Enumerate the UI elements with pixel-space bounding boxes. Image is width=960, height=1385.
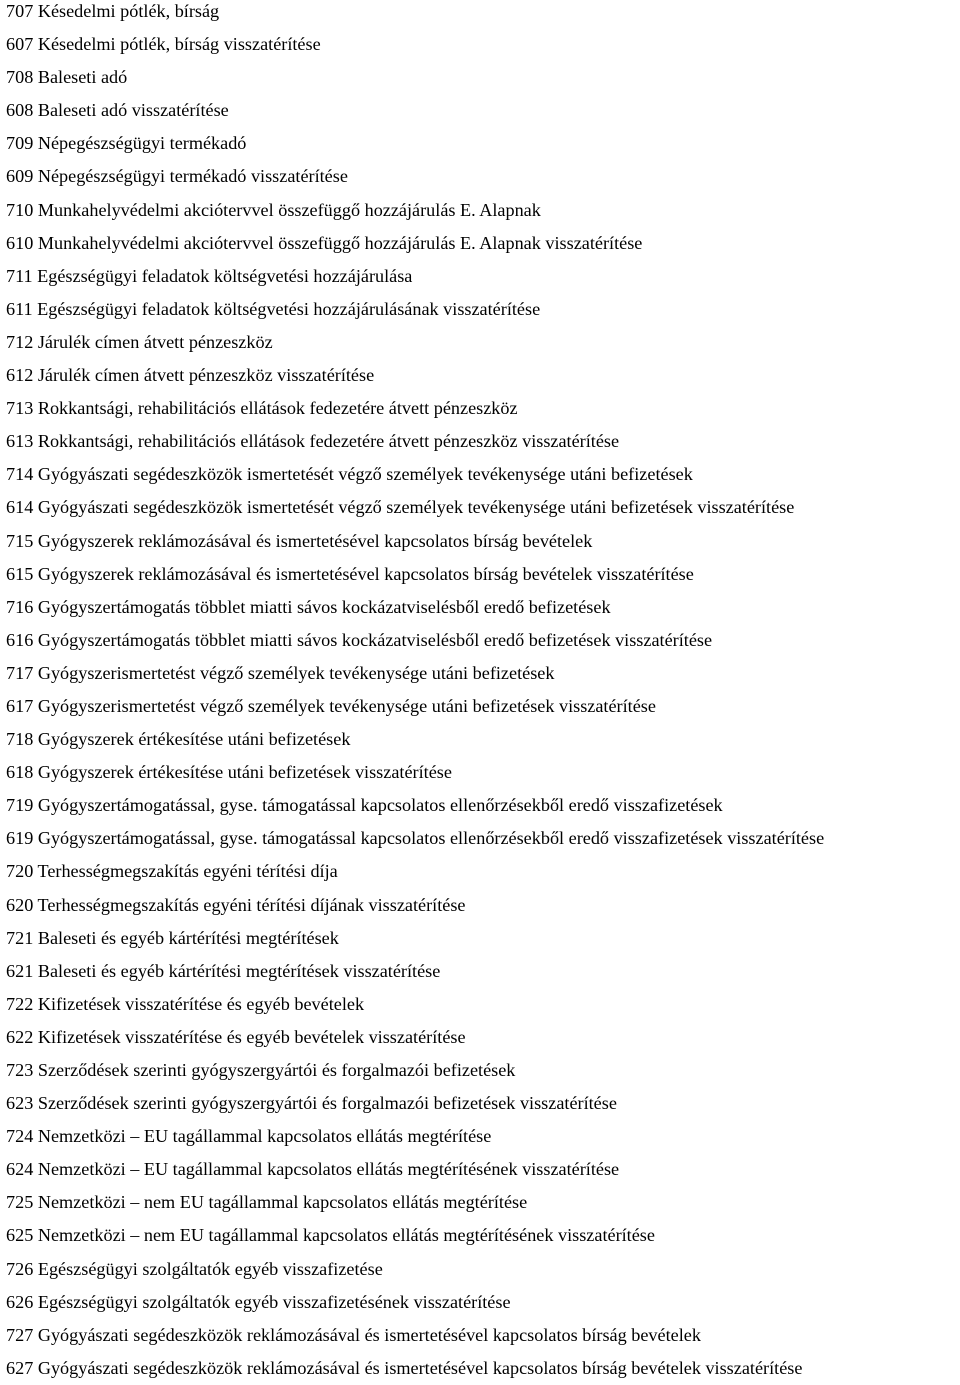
document-line: 610 Munkahelyvédelmi akciótervvel összefüggő hozzájárulás E. Alapnak visszatérítése: [6, 232, 643, 253]
document-line: 722 Kifizetések visszatérítése és egyéb bevételek: [6, 993, 365, 1014]
document-line: 715 Gyógyszerek reklámozásával és ismertetésével kapcsolatos bírság bevételek: [6, 530, 593, 551]
document-line: 614 Gyógyászati segédeszközök ismertetését végző személyek tevékenysége utáni befizetések visszatérítése: [6, 497, 795, 518]
document-line: 619 Gyógyszertámogatással, gyse. támogatással kapcsolatos ellenőrzésekből eredő visszafizetések visszatérítése: [6, 828, 825, 849]
document-line: 721 Baleseti és egyéb kártérítési megtérítések: [6, 927, 339, 948]
document-line: 716 Gyógyszertámogatás többlet miatti sávos kockázatviselésből eredő befizetések: [6, 596, 611, 617]
document-line: 607 Késedelmi pótlék, bírság visszatérítése: [6, 34, 321, 55]
document-line: 717 Gyógyszerismertetést végző személyek tevékenysége utáni befizetések: [6, 662, 555, 683]
document-line: 709 Népegészségügyi termékadó: [6, 133, 247, 154]
document-line: 718 Gyógyszerek értékesítése utáni befizetések: [6, 729, 351, 750]
document-line: 625 Nemzetközi – nem EU tagállammal kapcsolatos ellátás megtérítésének visszatérítése: [6, 1225, 655, 1246]
document-line: 616 Gyógyszertámogatás többlet miatti sávos kockázatviselésből eredő befizetések visszatérítése: [6, 629, 713, 650]
document-line: 620 Terhességmegszakítás egyéni térítési díjának visszatérítése: [6, 894, 466, 915]
document-line: 711 Egészségügyi feladatok költségvetési hozzájárulása: [6, 265, 413, 286]
document-line: 627 Gyógyászati segédeszközök reklámozásával és ismertetésével kapcsolatos bírság bevételek visszatérítése: [6, 1357, 803, 1378]
document-line: 712 Járulék címen átvett pénzeszköz: [6, 331, 273, 352]
document-line: 725 Nemzetközi – nem EU tagállammal kapcsolatos ellátás megtérítése: [6, 1192, 528, 1213]
document-line: 708 Baleseti adó: [6, 67, 128, 88]
document-line: 609 Népegészségügyi termékadó visszatérítése: [6, 166, 348, 187]
document-line: 710 Munkahelyvédelmi akciótervvel összefüggő hozzájárulás E. Alapnak: [6, 199, 541, 220]
document-line: 726 Egészségügyi szolgáltatók egyéb visszafizetése: [6, 1258, 383, 1279]
document-line: 626 Egészségügyi szolgáltatók egyéb visszafizetésének visszatérítése: [6, 1291, 511, 1312]
document-line: 617 Gyógyszerismertetést végző személyek tevékenysége utáni befizetések visszatérítése: [6, 695, 656, 716]
document-line: 720 Terhességmegszakítás egyéni térítési díja: [6, 861, 338, 882]
document-line: 623 Szerződések szerinti gyógyszergyártói és forgalmazói befizetések visszatérítése: [6, 1093, 617, 1114]
document-line: 724 Nemzetközi – EU tagállammal kapcsolatos ellátás megtérítése: [6, 1126, 492, 1147]
document-line: 707 Késedelmi pótlék, bírság: [6, 1, 220, 21]
document-line: 713 Rokkantsági, rehabilitációs ellátások fedezetére átvett pénzeszköz: [6, 398, 518, 419]
document-line: 622 Kifizetések visszatérítése és egyéb bevételek visszatérítése: [6, 1026, 466, 1047]
document-line: 723 Szerződések szerinti gyógyszergyártói és forgalmazói befizetések: [6, 1060, 516, 1080]
document-line: 719 Gyógyszertámogatással, gyse. támogatással kapcsolatos ellenőrzésekből eredő visszafizetések: [6, 795, 723, 816]
document-line-list: [6, 0, 960, 1385]
document-line: 608 Baleseti adó visszatérítése: [6, 100, 229, 121]
document-line: 611 Egészségügyi feladatok költségvetési hozzájárulásának visszatérítése: [6, 298, 541, 319]
document-line: 621 Baleseti és egyéb kártérítési megtérítések visszatérítése: [6, 960, 441, 981]
document-line: 727 Gyógyászati segédeszközök reklámozásával és ismertetésével kapcsolatos bírság bevételek: [6, 1324, 701, 1345]
document-line: 613 Rokkantsági, rehabilitációs ellátások fedezetére átvett pénzeszköz visszatérítése: [6, 431, 620, 452]
document-line: 714 Gyógyászati segédeszközök ismertetését végző személyek tevékenysége utáni befizetések: [6, 464, 693, 485]
document-line: 624 Nemzetközi – EU tagállammal kapcsolatos ellátás megtérítésének visszatérítése: [6, 1159, 620, 1180]
document-line: 618 Gyógyszerek értékesítése utáni befizetések visszatérítése: [6, 762, 452, 783]
document-line: 612 Járulék címen átvett pénzeszköz visszatérítése: [6, 365, 375, 386]
document-line: 615 Gyógyszerek reklámozásával és ismertetésével kapcsolatos bírság bevételek visszatérítése: [6, 563, 694, 584]
